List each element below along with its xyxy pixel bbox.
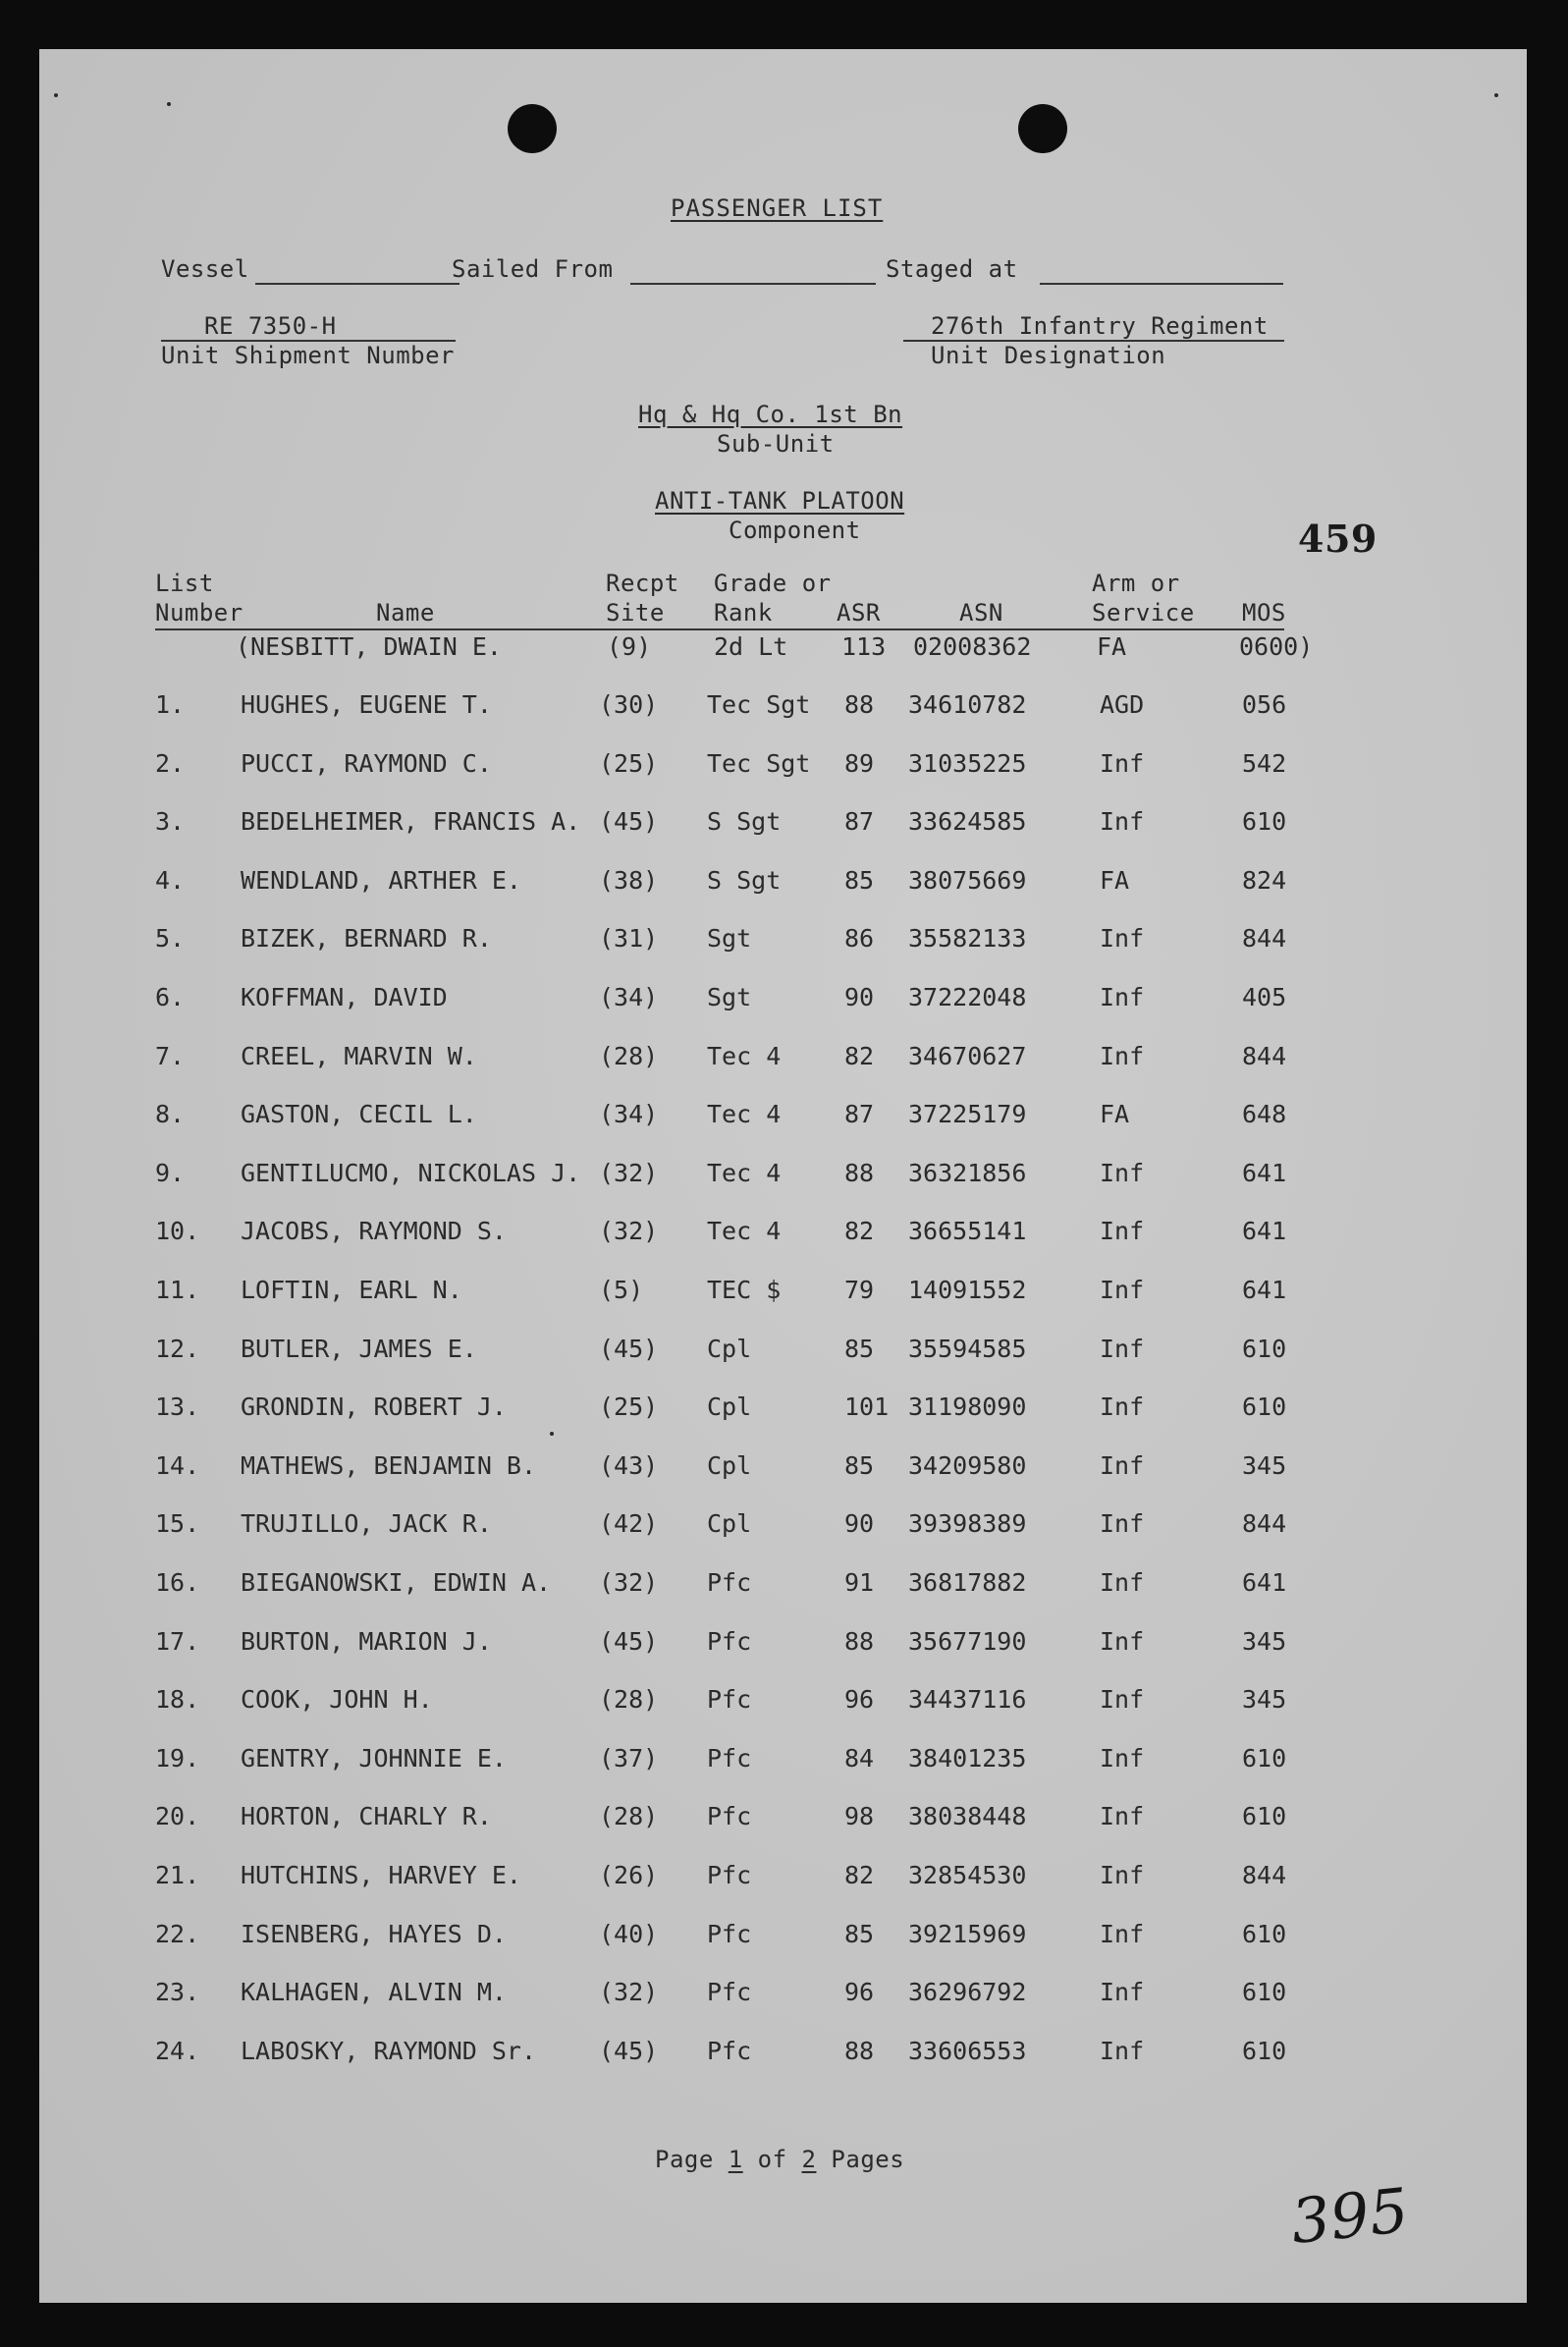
- cell-asn: 34209580: [908, 1451, 1027, 1480]
- cell-mos: 610: [1242, 1920, 1287, 1948]
- cell-asn: 31035225: [908, 749, 1027, 778]
- col-list-number-1: List: [155, 570, 214, 597]
- cell-num: 8.: [155, 1100, 186, 1128]
- col-site-1: Recpt: [606, 570, 679, 597]
- table-row: [39, 1744, 1527, 1783]
- col-asn: ASN: [959, 599, 1003, 627]
- col-asr: ASR: [837, 599, 881, 627]
- cell-grade: Tec Sgt: [707, 690, 811, 719]
- cell-name: GRONDIN, ROBERT J.: [241, 1392, 507, 1421]
- cell-asn: 35582133: [908, 924, 1027, 953]
- table-row: [39, 1159, 1527, 1198]
- cell-site: (28): [599, 1802, 659, 1830]
- speck: [54, 93, 58, 97]
- cell-site: (45): [599, 807, 659, 836]
- cell-grade: Tec 4: [707, 1217, 782, 1245]
- cell-num: 21.: [155, 1861, 200, 1889]
- cell-asr: 84: [844, 1744, 875, 1773]
- cell-name: LABOSKY, RAYMOND Sr.: [241, 2037, 537, 2065]
- cell-mos: 824: [1242, 866, 1287, 895]
- cell-arm: Inf: [1100, 1568, 1145, 1597]
- unit-shipment-caption: Unit Shipment Number: [161, 342, 455, 369]
- cell-name: KOFFMAN, DAVID: [241, 983, 448, 1011]
- cell-name: GENTRY, JOHNNIE E.: [241, 1744, 507, 1773]
- page-total: 2: [801, 2146, 817, 2173]
- cell-grade: Sgt: [707, 983, 752, 1011]
- cell-asn: 38038448: [908, 1802, 1027, 1830]
- cell-asr: 86: [844, 924, 875, 953]
- cell-grade: Tec 4: [707, 1042, 782, 1070]
- cell-asr: 96: [844, 1978, 875, 2006]
- cell-asn: 39215969: [908, 1920, 1027, 1948]
- cell-asr: 88: [844, 1159, 875, 1187]
- cell-site: (26): [599, 1861, 659, 1889]
- cell-num: 10.: [155, 1217, 200, 1245]
- col-arm-2: Service: [1092, 599, 1195, 627]
- cell-site: (32): [599, 1568, 659, 1597]
- cell-grade: Pfc: [707, 1920, 752, 1948]
- cell-arm: Inf: [1100, 1685, 1145, 1714]
- table-row: [39, 1276, 1527, 1315]
- cell-mos: 648: [1242, 1100, 1287, 1128]
- cell-mos: 056: [1242, 690, 1287, 719]
- cell-arm: Inf: [1100, 1627, 1145, 1656]
- speck: [1494, 93, 1498, 97]
- cell-mos: 641: [1242, 1276, 1287, 1304]
- cell-grade: TEC $: [707, 1276, 782, 1304]
- cell-site: (32): [599, 1159, 659, 1187]
- cell-site: (25): [599, 1392, 659, 1421]
- cell-site: (34): [599, 1100, 659, 1128]
- cell-name: LOFTIN, EARL N.: [241, 1276, 462, 1304]
- cell-site: (45): [599, 2037, 659, 2065]
- staged-at-blank: [1040, 283, 1283, 285]
- cell-mos: 610: [1242, 807, 1287, 836]
- cell-name: TRUJILLO, JACK R.: [241, 1509, 492, 1538]
- cell-grade: Pfc: [707, 1861, 752, 1889]
- cell-mos: 405: [1242, 983, 1287, 1011]
- speck: [167, 102, 171, 106]
- cell-asr: 91: [844, 1568, 875, 1597]
- cell-asn: 35677190: [908, 1627, 1027, 1656]
- cell-name: BURTON, MARION J.: [241, 1627, 492, 1656]
- table-row: [39, 1802, 1527, 1841]
- cell-grade: S Sgt: [707, 866, 782, 895]
- cell-mos: 542: [1242, 749, 1287, 778]
- header-underline: [155, 628, 1284, 630]
- cell-arm: Inf: [1100, 1978, 1145, 2006]
- vessel-label: Vessel: [161, 255, 249, 283]
- unit-shipment-number: RE 7350-H: [204, 312, 337, 340]
- col-site-2: Site: [606, 599, 665, 627]
- table-row: [39, 1509, 1527, 1549]
- cell-asn: 36817882: [908, 1568, 1027, 1597]
- cell-mos: 345: [1242, 1451, 1287, 1480]
- officer-site: (9): [607, 632, 652, 661]
- page-prefix: Page: [655, 2146, 714, 2173]
- page-current: 1: [728, 2146, 743, 2173]
- cell-asn: 34670627: [908, 1042, 1027, 1070]
- cell-arm: Inf: [1100, 1042, 1145, 1070]
- cell-asr: 98: [844, 1802, 875, 1830]
- table-row: [39, 1217, 1527, 1256]
- col-arm-1: Arm or: [1092, 570, 1180, 597]
- table-row: [39, 807, 1527, 846]
- cell-num: 9.: [155, 1159, 186, 1187]
- cell-grade: Pfc: [707, 1978, 752, 2006]
- unit-designation: 276th Infantry Regiment: [931, 312, 1269, 340]
- cell-asr: 85: [844, 1451, 875, 1480]
- cell-name: WENDLAND, ARTHER E.: [241, 866, 521, 895]
- table-row: [39, 1861, 1527, 1900]
- vessel-blank: [255, 283, 460, 285]
- cell-site: (45): [599, 1627, 659, 1656]
- cell-num: 14.: [155, 1451, 200, 1480]
- cell-site: (38): [599, 866, 659, 895]
- cell-asn: 33624585: [908, 807, 1027, 836]
- cell-mos: 610: [1242, 1744, 1287, 1773]
- officer-asn: 02008362: [913, 632, 1032, 661]
- component-caption: Component: [729, 517, 861, 544]
- cell-asr: 85: [844, 1335, 875, 1363]
- cell-asr: 85: [844, 1920, 875, 1948]
- cell-arm: Inf: [1100, 749, 1145, 778]
- cell-grade: Cpl: [707, 1392, 752, 1421]
- cell-num: 7.: [155, 1042, 186, 1070]
- cell-grade: Sgt: [707, 924, 752, 953]
- table-row: [39, 1335, 1527, 1374]
- col-list-number-2: Number: [155, 599, 243, 627]
- cell-arm: Inf: [1100, 1802, 1145, 1830]
- cell-asn: 36655141: [908, 1217, 1027, 1245]
- cell-site: (45): [599, 1335, 659, 1363]
- table-row: [39, 1392, 1527, 1432]
- cell-mos: 641: [1242, 1159, 1287, 1187]
- cell-arm: Inf: [1100, 1159, 1145, 1187]
- cell-site: (34): [599, 983, 659, 1011]
- cell-num: 4.: [155, 866, 186, 895]
- cell-site: (28): [599, 1685, 659, 1714]
- cell-asr: 87: [844, 807, 875, 836]
- cell-num: 22.: [155, 1920, 200, 1948]
- cell-site: (5): [599, 1276, 644, 1304]
- cell-num: 17.: [155, 1627, 200, 1656]
- table-row: [39, 749, 1527, 789]
- component: ANTI-TANK PLATOON: [655, 487, 905, 515]
- cell-site: (32): [599, 1217, 659, 1245]
- cell-asr: 85: [844, 866, 875, 895]
- page-suffix: Pages: [831, 2146, 905, 2173]
- sub-unit-caption: Sub-Unit: [717, 430, 835, 458]
- cell-name: MATHEWS, BENJAMIN B.: [241, 1451, 537, 1480]
- cell-asr: 90: [844, 1509, 875, 1538]
- table-row: [39, 924, 1527, 963]
- cell-arm: FA: [1100, 1100, 1130, 1128]
- cell-num: 16.: [155, 1568, 200, 1597]
- cell-grade: Pfc: [707, 1744, 752, 1773]
- cell-num: 1.: [155, 690, 186, 719]
- sub-unit: Hq & Hq Co. 1st Bn: [638, 401, 903, 428]
- page-indicator: [655, 2146, 904, 2173]
- cell-asr: 101: [844, 1392, 890, 1421]
- officer-row: [39, 632, 1527, 672]
- cell-asn: 36321856: [908, 1159, 1027, 1187]
- cell-asn: 39398389: [908, 1509, 1027, 1538]
- cell-mos: 610: [1242, 1978, 1287, 2006]
- table-row: [39, 690, 1527, 730]
- table-row: [39, 1627, 1527, 1666]
- cell-site: (40): [599, 1920, 659, 1948]
- cell-arm: Inf: [1100, 1451, 1145, 1480]
- handwritten-number: 395: [1287, 2173, 1413, 2259]
- cell-num: 12.: [155, 1335, 200, 1363]
- col-grade-2: Rank: [714, 599, 773, 627]
- cell-grade: Pfc: [707, 1568, 752, 1597]
- officer-asr: 113: [841, 632, 887, 661]
- cell-arm: AGD: [1100, 690, 1145, 719]
- cell-mos: 610: [1242, 1335, 1287, 1363]
- cell-arm: Inf: [1100, 1509, 1145, 1538]
- cell-name: GENTILUCMO, NICKOLAS J.: [241, 1159, 581, 1187]
- cell-num: 23.: [155, 1978, 200, 2006]
- cell-site: (42): [599, 1509, 659, 1538]
- cell-name: JACOBS, RAYMOND S.: [241, 1217, 507, 1245]
- cell-mos: 610: [1242, 2037, 1287, 2065]
- cell-mos: 844: [1242, 1861, 1287, 1889]
- cell-arm: FA: [1100, 866, 1130, 895]
- unit-designation-caption: Unit Designation: [931, 342, 1166, 369]
- cell-grade: Tec 4: [707, 1159, 782, 1187]
- cell-num: 5.: [155, 924, 186, 953]
- speck: [550, 1432, 554, 1436]
- cell-arm: Inf: [1100, 1861, 1145, 1889]
- cell-site: (37): [599, 1744, 659, 1773]
- officer-mos: 0600): [1239, 632, 1314, 661]
- cell-num: 6.: [155, 983, 186, 1011]
- cell-asn: 38401235: [908, 1744, 1027, 1773]
- cell-mos: 610: [1242, 1802, 1287, 1830]
- cell-asr: 88: [844, 690, 875, 719]
- cell-num: 2.: [155, 749, 186, 778]
- cell-asr: 96: [844, 1685, 875, 1714]
- officer-name: (NESBITT, DWAIN E.: [236, 632, 502, 661]
- cell-asr: 88: [844, 1627, 875, 1656]
- cell-name: HUTCHINS, HARVEY E.: [241, 1861, 521, 1889]
- sailed-from-blank: [630, 283, 876, 285]
- cell-num: 13.: [155, 1392, 200, 1421]
- table-row: [39, 1685, 1527, 1724]
- cell-site: (43): [599, 1451, 659, 1480]
- cell-num: 3.: [155, 807, 186, 836]
- cell-grade: Pfc: [707, 1627, 752, 1656]
- cell-asn: 37222048: [908, 983, 1027, 1011]
- table-row: [39, 1978, 1527, 2017]
- document-page: [39, 49, 1527, 2303]
- cell-arm: Inf: [1100, 1276, 1145, 1304]
- cell-asn: 33606553: [908, 2037, 1027, 2065]
- cell-grade: Pfc: [707, 2037, 752, 2065]
- stamp-number: 459: [1298, 517, 1378, 561]
- cell-grade: Pfc: [707, 1685, 752, 1714]
- cell-asn: 32854530: [908, 1861, 1027, 1889]
- cell-name: PUCCI, RAYMOND C.: [241, 749, 492, 778]
- cell-site: (25): [599, 749, 659, 778]
- cell-mos: 844: [1242, 924, 1287, 953]
- page-of: of: [757, 2146, 787, 2173]
- table-row: [39, 2037, 1527, 2076]
- cell-asr: 90: [844, 983, 875, 1011]
- cell-grade: Cpl: [707, 1451, 752, 1480]
- cell-arm: Inf: [1100, 1744, 1145, 1773]
- cell-asn: 35594585: [908, 1335, 1027, 1363]
- cell-asn: 36296792: [908, 1978, 1027, 2006]
- cell-name: ISENBERG, HAYES D.: [241, 1920, 507, 1948]
- officer-grade: 2d Lt: [714, 632, 788, 661]
- table-row: [39, 1920, 1527, 1959]
- cell-asr: 88: [844, 2037, 875, 2065]
- sailed-from-label: Sailed From: [452, 255, 614, 283]
- cell-name: BIZEK, BERNARD R.: [241, 924, 492, 953]
- cell-name: BIEGANOWSKI, EDWIN A.: [241, 1568, 552, 1597]
- cell-mos: 844: [1242, 1042, 1287, 1070]
- cell-arm: Inf: [1100, 1920, 1145, 1948]
- col-mos: MOS: [1242, 599, 1286, 627]
- cell-mos: 641: [1242, 1568, 1287, 1597]
- cell-arm: Inf: [1100, 983, 1145, 1011]
- cell-asr: 79: [844, 1276, 875, 1304]
- cell-name: HUGHES, EUGENE T.: [241, 690, 492, 719]
- table-row: [39, 1100, 1527, 1139]
- cell-grade: Tec 4: [707, 1100, 782, 1128]
- cell-num: 15.: [155, 1509, 200, 1538]
- cell-asn: 38075669: [908, 866, 1027, 895]
- cell-name: KALHAGEN, ALVIN M.: [241, 1978, 507, 2006]
- cell-arm: Inf: [1100, 1392, 1145, 1421]
- cell-asn: 34610782: [908, 690, 1027, 719]
- staged-at-label: Staged at: [886, 255, 1018, 283]
- cell-asr: 87: [844, 1100, 875, 1128]
- col-grade-1: Grade or: [714, 570, 832, 597]
- cell-num: 19.: [155, 1744, 200, 1773]
- cell-name: COOK, JOHN H.: [241, 1685, 433, 1714]
- cell-asn: 37225179: [908, 1100, 1027, 1128]
- cell-mos: 844: [1242, 1509, 1287, 1538]
- cell-num: 24.: [155, 2037, 200, 2065]
- cell-arm: Inf: [1100, 924, 1145, 953]
- cell-grade: Pfc: [707, 1802, 752, 1830]
- punch-hole-right: [1018, 104, 1067, 153]
- punch-hole-left: [508, 104, 557, 153]
- cell-name: HORTON, CHARLY R.: [241, 1802, 492, 1830]
- cell-mos: 641: [1242, 1217, 1287, 1245]
- table-row: [39, 983, 1527, 1022]
- cell-arm: Inf: [1100, 2037, 1145, 2065]
- cell-grade: S Sgt: [707, 807, 782, 836]
- cell-name: GASTON, CECIL L.: [241, 1100, 477, 1128]
- table-row: [39, 1451, 1527, 1491]
- cell-asn: 34437116: [908, 1685, 1027, 1714]
- table-row: [39, 866, 1527, 905]
- cell-arm: Inf: [1100, 1217, 1145, 1245]
- cell-name: BEDELHEIMER, FRANCIS A.: [241, 807, 581, 836]
- cell-asr: 82: [844, 1217, 875, 1245]
- cell-arm: Inf: [1100, 807, 1145, 836]
- cell-site: (31): [599, 924, 659, 953]
- cell-asn: 14091552: [908, 1276, 1027, 1304]
- cell-grade: Cpl: [707, 1509, 752, 1538]
- cell-site: (30): [599, 690, 659, 719]
- cell-num: 11.: [155, 1276, 200, 1304]
- cell-grade: Cpl: [707, 1335, 752, 1363]
- cell-asn: 31198090: [908, 1392, 1027, 1421]
- cell-num: 20.: [155, 1802, 200, 1830]
- document-title: PASSENGER LIST: [671, 194, 884, 222]
- cell-grade: Tec Sgt: [707, 749, 811, 778]
- cell-name: BUTLER, JAMES E.: [241, 1335, 477, 1363]
- table-row: [39, 1042, 1527, 1081]
- table-row: [39, 1568, 1527, 1608]
- cell-arm: Inf: [1100, 1335, 1145, 1363]
- cell-num: 18.: [155, 1685, 200, 1714]
- officer-arm: FA: [1097, 632, 1127, 661]
- cell-asr: 82: [844, 1861, 875, 1889]
- cell-asr: 82: [844, 1042, 875, 1070]
- cell-site: (28): [599, 1042, 659, 1070]
- cell-mos: 610: [1242, 1392, 1287, 1421]
- cell-name: CREEL, MARVIN W.: [241, 1042, 477, 1070]
- cell-site: (32): [599, 1978, 659, 2006]
- cell-mos: 345: [1242, 1627, 1287, 1656]
- cell-mos: 345: [1242, 1685, 1287, 1714]
- col-name: Name: [376, 599, 435, 627]
- cell-asr: 89: [844, 749, 875, 778]
